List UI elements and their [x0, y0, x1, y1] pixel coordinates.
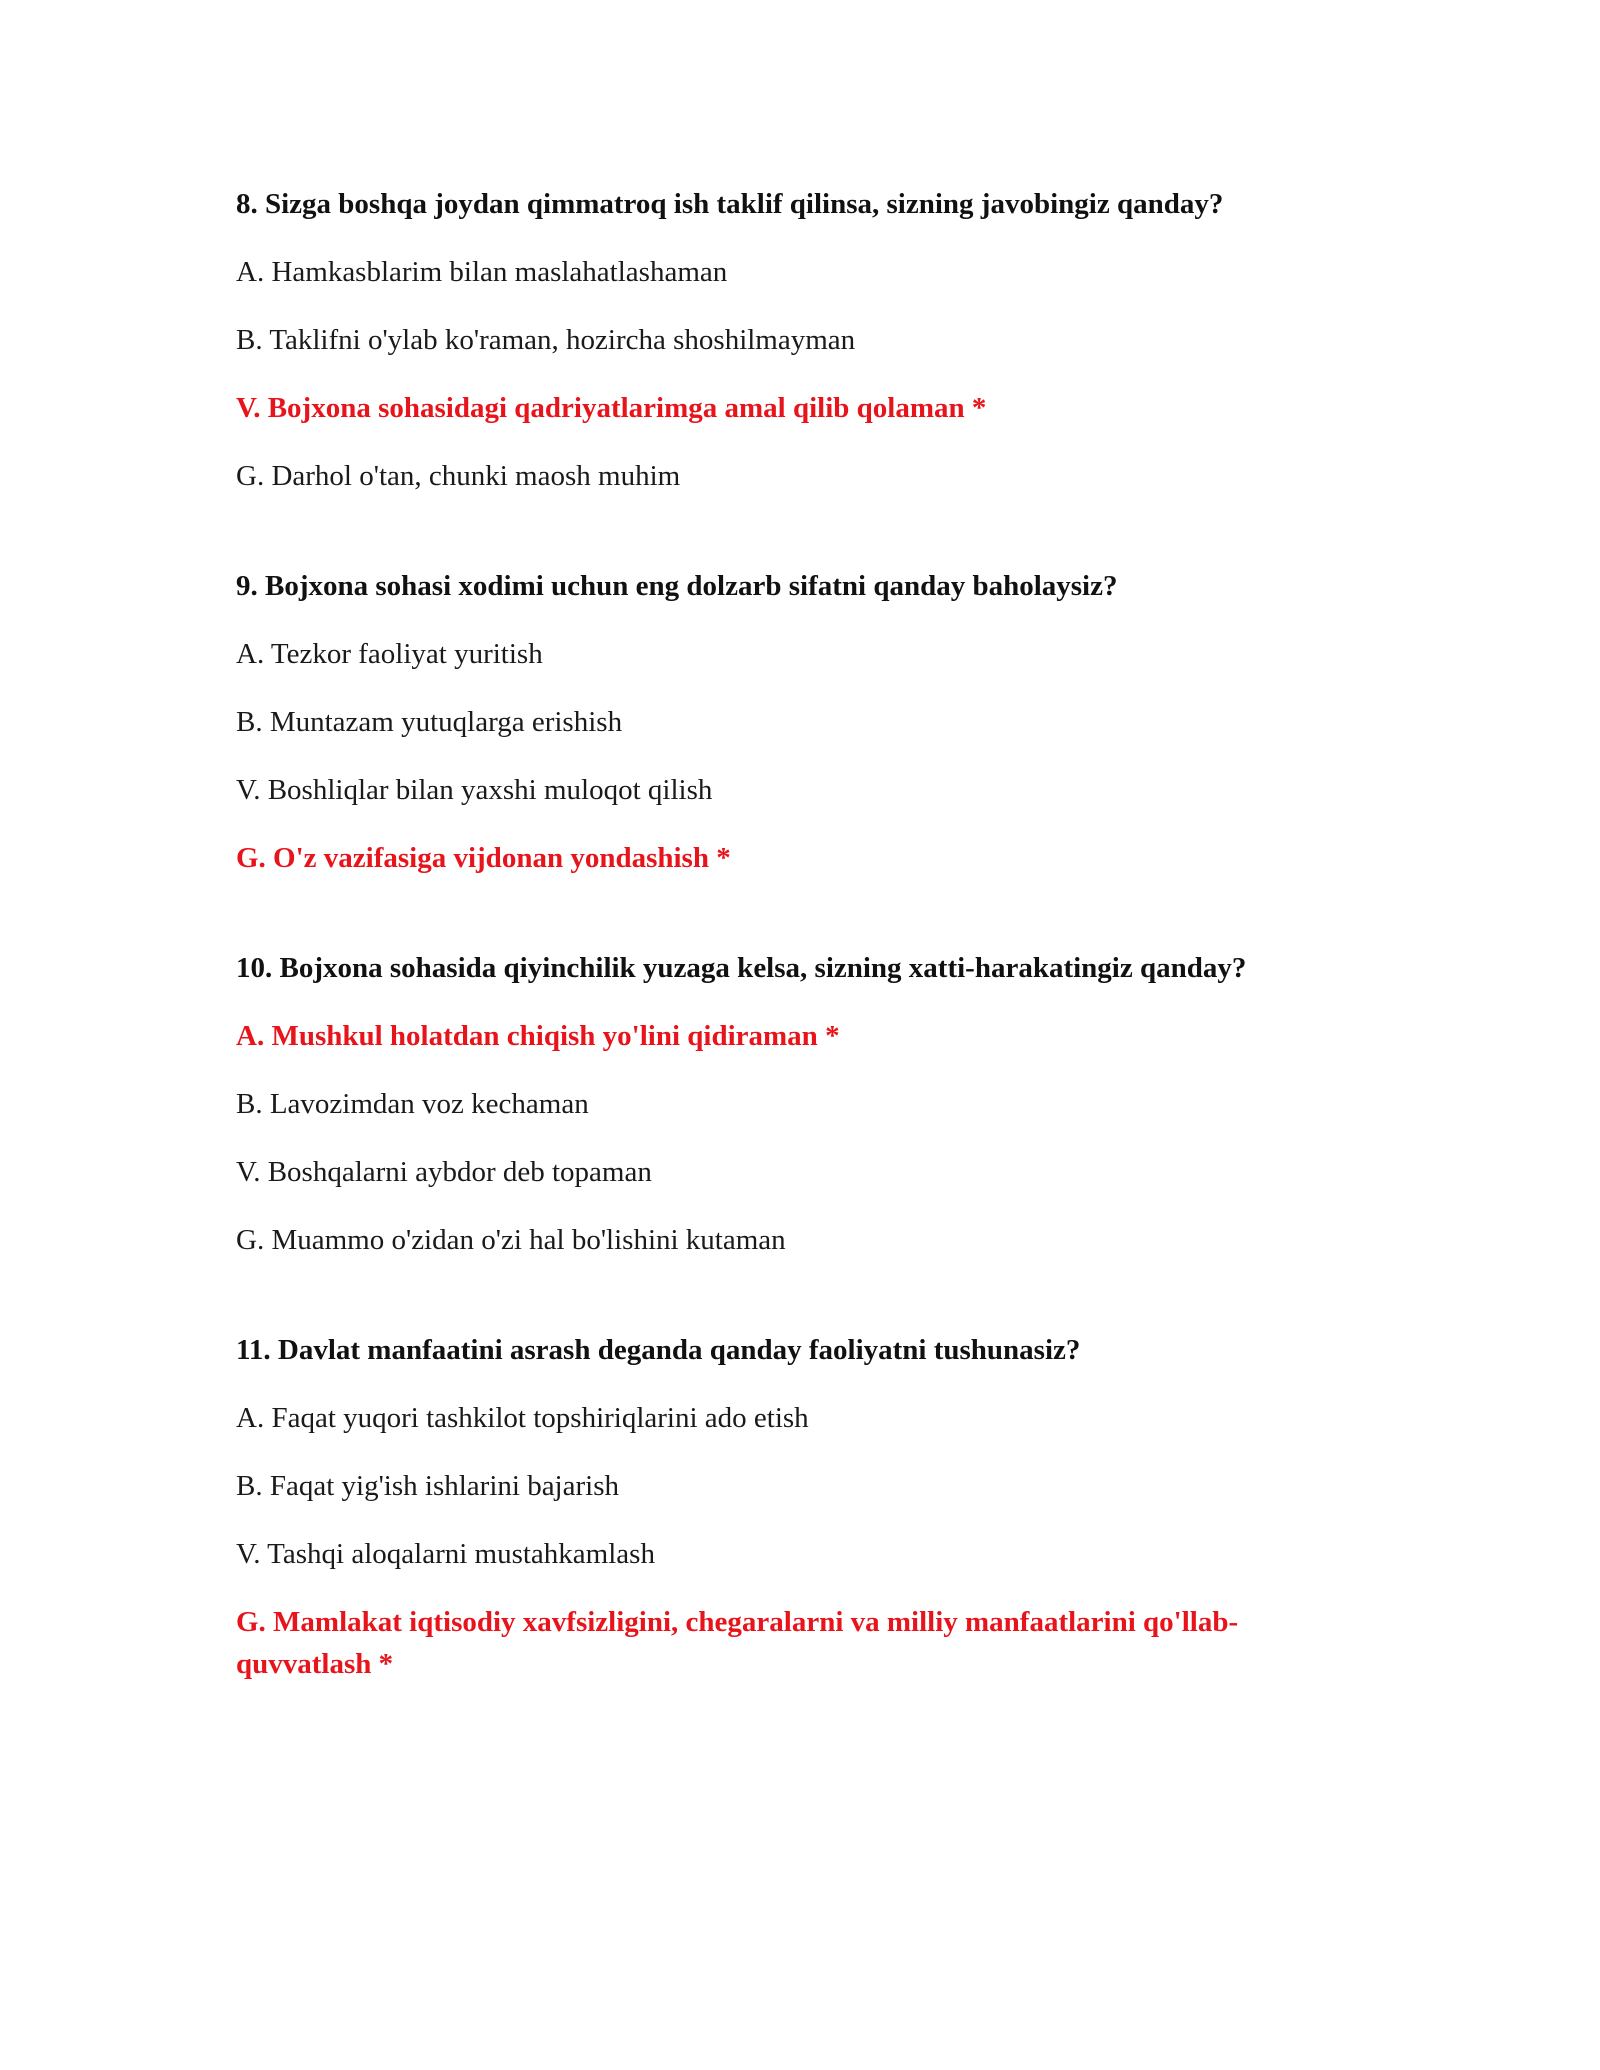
question-block-8	[236, 183, 1370, 497]
answer-option: V. Boshliqlar bilan yaxshi muloqot qilish	[236, 774, 713, 806]
correct-answer-option: V. Bojxona sohasidagi qadriyatlarimga amal qilib qolaman *	[236, 392, 987, 424]
question-text: 8. Sizga boshqa joydan qimmatroq ish taklif qilinsa, sizning javobingiz qanday?	[236, 188, 1224, 220]
correct-answer-option: G. Mamlakat iqtisodiy xavfsizligini, chegaralarni va milliy manfaatlarini qo'llab-quvvatlash *	[236, 1606, 1239, 1680]
question-block-11	[236, 1329, 1370, 1685]
answer-option: A. Tezkor faoliyat yuritish	[236, 638, 543, 670]
answer-option: V. Tashqi aloqalarni mustahkamlash	[236, 1538, 655, 1570]
correct-answer-option: G. O'z vazifasiga vijdonan yondashish *	[236, 842, 731, 874]
answer-option: G. Muammo o'zidan o'zi hal bo'lishini kutaman	[236, 1224, 786, 1256]
question-block-9	[236, 565, 1370, 879]
answer-option: A. Faqat yuqori tashkilot topshiriqlarini ado etish	[236, 1402, 809, 1434]
answer-option: A. Hamkasblarim bilan maslahatlashaman	[236, 256, 728, 288]
answer-option: B. Lavozimdan voz kechaman	[236, 1088, 589, 1120]
answer-option: V. Boshqalarni aybdor deb topaman	[236, 1156, 652, 1188]
answer-option: G. Darhol o'tan, chunki maosh muhim	[236, 460, 681, 492]
correct-answer-option: A. Mushkul holatdan chiqish yo'lini qidiraman *	[236, 1020, 840, 1052]
question-text: 9. Bojxona sohasi xodimi uchun eng dolzarb sifatni qanday baholaysiz?	[236, 570, 1118, 602]
question-text: 11. Davlat manfaatini asrash deganda qanday faoliyatni tushunasiz?	[236, 1334, 1081, 1366]
answer-option: B. Faqat yig'ish ishlarini bajarish	[236, 1470, 619, 1502]
answer-option: B. Muntazam yutuqlarga erishish	[236, 706, 623, 738]
question-text: 10. Bojxona sohasida qiyinchilik yuzaga kelsa, sizning xatti-harakatingiz qanday?	[236, 952, 1247, 984]
answer-option: B. Taklifni o'ylab ko'raman, hozircha shoshilmayman	[236, 324, 856, 356]
question-block-10	[236, 947, 1370, 1261]
